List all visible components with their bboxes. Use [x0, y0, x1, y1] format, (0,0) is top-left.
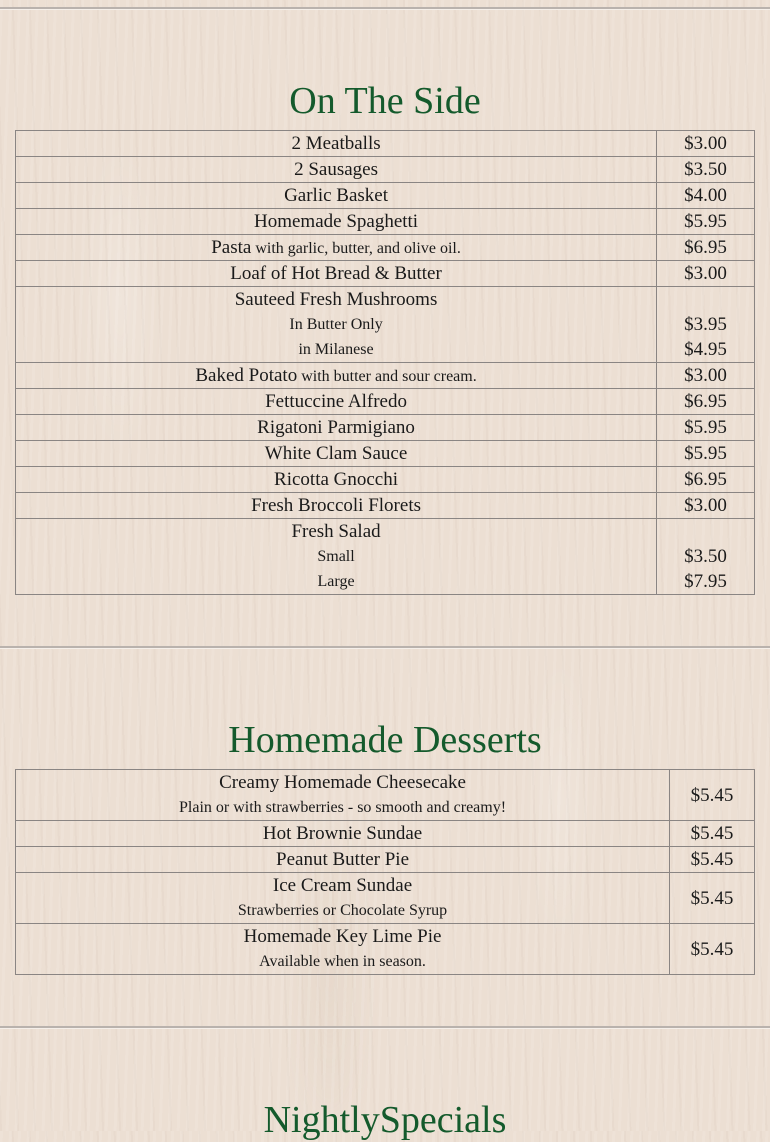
menu-row — [16, 157, 755, 183]
top-divider — [0, 7, 770, 10]
item-name: Homemade Spaghetti — [16, 209, 657, 235]
item-name-cell — [16, 873, 670, 924]
item-price-cell — [657, 287, 755, 363]
item-description: Plain or with strawberries - so smooth and creamy! — [179, 799, 507, 816]
item-name-cell — [16, 770, 670, 821]
menu-row — [16, 415, 755, 441]
item-name: Fresh Salad — [291, 521, 381, 542]
section-title-desserts: Homemade Desserts — [228, 719, 542, 761]
item-price: $5.95 — [657, 209, 755, 235]
item-price: $5.95 — [657, 441, 755, 467]
item-price: $5.45 — [670, 847, 755, 873]
item-option: Large — [317, 573, 355, 590]
menu-row — [16, 389, 755, 415]
section-divider — [0, 1026, 770, 1029]
item-price: $3.00 — [657, 261, 755, 287]
item-name: Sauteed Fresh Mushrooms — [234, 289, 438, 310]
menu-row — [16, 209, 755, 235]
item-name: Peanut Butter Pie — [16, 847, 670, 873]
item-option-price: $4.95 — [684, 339, 727, 360]
item-name-cell — [16, 519, 657, 595]
item-price: $3.00 — [657, 493, 755, 519]
section-title-on-the-side: On The Side — [289, 80, 481, 122]
item-description: with garlic, butter, and olive oil. — [251, 239, 461, 257]
menu-row — [16, 519, 755, 595]
item-name: Fettuccine Alfredo — [16, 389, 657, 415]
menu-row — [16, 287, 755, 363]
item-name: Ricotta Gnocchi — [16, 467, 657, 493]
section-divider — [0, 646, 770, 649]
item-name: Rigatoni Parmigiano — [16, 415, 657, 441]
section-title-nightly-specials: NightlySpecials — [263, 1099, 507, 1141]
menu-row — [16, 821, 755, 847]
item-name: Pasta — [211, 236, 252, 258]
item-price: $6.95 — [657, 235, 755, 261]
item-price-cell — [657, 519, 755, 595]
menu-row — [16, 261, 755, 287]
item-name: Loaf of Hot Bread & Butter — [16, 261, 657, 287]
item-name: Garlic Basket — [16, 183, 657, 209]
item-price: $5.45 — [670, 770, 755, 821]
item-price: $5.45 — [670, 873, 755, 924]
item-name: 2 Meatballs — [16, 131, 657, 157]
item-name-cell — [16, 287, 657, 363]
menu-row — [16, 441, 755, 467]
menu-row — [16, 493, 755, 519]
item-price: $5.45 — [670, 924, 755, 975]
menu-row — [16, 847, 755, 873]
menu-row — [16, 131, 755, 157]
item-name: Creamy Homemade Cheesecake — [219, 772, 466, 793]
menu-row — [16, 235, 755, 261]
menu-row — [16, 770, 755, 821]
item-name: Homemade Key Lime Pie — [243, 926, 442, 947]
item-name: Fresh Broccoli Florets — [16, 493, 657, 519]
item-option-price: $3.50 — [684, 546, 727, 567]
item-option: Small — [317, 548, 355, 565]
item-name: White Clam Sauce — [16, 441, 657, 467]
item-price: $5.95 — [657, 415, 755, 441]
item-name-cell — [16, 924, 670, 975]
item-name: Baked Potato — [195, 364, 298, 386]
item-name: 2 Sausages — [16, 157, 657, 183]
item-description: with butter and sour cream. — [297, 367, 477, 385]
menu-row — [16, 467, 755, 493]
item-price: $3.50 — [657, 157, 755, 183]
item-name-cell — [16, 235, 657, 261]
item-option-price: $7.95 — [684, 571, 727, 592]
item-price: $5.45 — [670, 821, 755, 847]
item-name: Ice Cream Sundae — [272, 875, 413, 896]
item-price: $6.95 — [657, 467, 755, 493]
item-option-price: $3.95 — [684, 314, 727, 335]
menu-row — [16, 873, 755, 924]
on-the-side-table — [15, 130, 755, 595]
menu-row — [16, 183, 755, 209]
item-description: Strawberries or Chocolate Syrup — [237, 902, 448, 919]
item-option: In Butter Only — [289, 316, 383, 333]
item-price: $3.00 — [657, 131, 755, 157]
item-name-cell — [16, 363, 657, 389]
item-price: $4.00 — [657, 183, 755, 209]
menu-row — [16, 924, 755, 975]
item-name: Hot Brownie Sundae — [16, 821, 670, 847]
menu-row — [16, 363, 755, 389]
item-option: in Milanese — [298, 341, 374, 358]
item-price: $6.95 — [657, 389, 755, 415]
desserts-table — [15, 769, 755, 975]
item-description: Available when in season. — [259, 953, 426, 970]
item-price: $3.00 — [657, 363, 755, 389]
